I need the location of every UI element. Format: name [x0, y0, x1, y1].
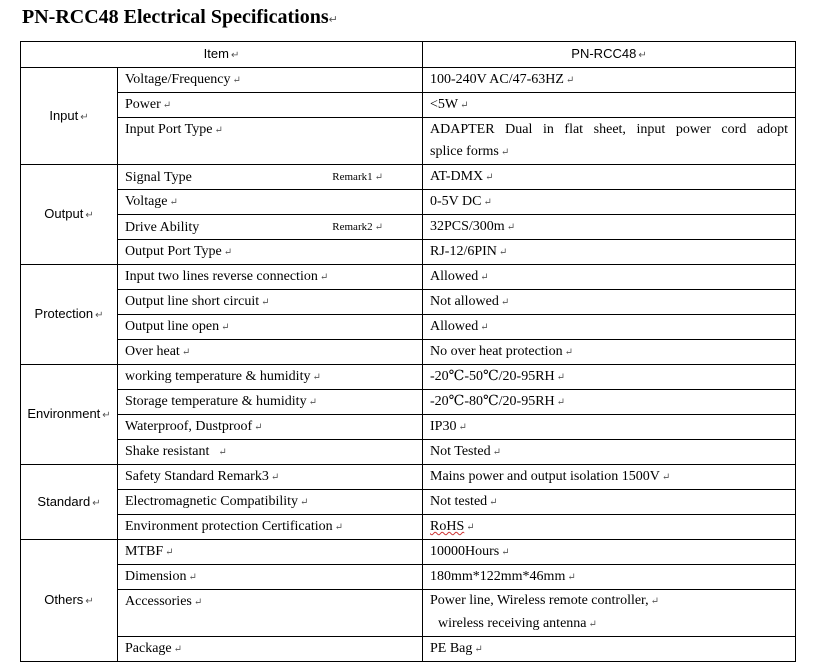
group-standard: Standard ↵ — [21, 465, 118, 540]
item-cell: Electromagnetic Compatibility ↵ — [118, 490, 423, 515]
item-cell: Safety Standard Remark3 ↵ — [118, 465, 423, 490]
item-cell: Output line short circuit ↵ — [118, 290, 423, 315]
item-cell: Input two lines reverse connection ↵ — [118, 265, 423, 290]
table-row — [21, 190, 796, 215]
group-output: Output ↵ — [21, 165, 118, 265]
header-item: Item ↵ — [21, 42, 423, 68]
value-cell: Not Tested ↵ — [423, 440, 796, 465]
table-row — [21, 93, 796, 118]
item-cell: Storage temperature & humidity ↵ — [118, 390, 423, 415]
table-row — [21, 465, 796, 490]
table-row — [21, 490, 796, 515]
group-environment: Environment ↵ — [21, 365, 118, 465]
value-cell: 100-240V AC/47-63HZ ↵ — [423, 68, 796, 93]
item-cell: Output line open ↵ — [118, 315, 423, 340]
table-row — [21, 565, 796, 590]
item-cell: Environment protection Certification ↵ — [118, 515, 423, 540]
group-protection: Protection ↵ — [21, 265, 118, 365]
item-cell: Package ↵ — [118, 637, 423, 662]
item-cell: Drive Ability Remark2 ↵ — [118, 215, 423, 240]
value-cell: Not tested ↵ — [423, 490, 796, 515]
page-title — [22, 6, 338, 29]
item-cell: working temperature & humidity ↵ — [118, 365, 423, 390]
item-cell: Signal Type Remark1 ↵ — [118, 165, 423, 190]
value-cell: Allowed ↵ — [423, 265, 796, 290]
value-cell: 180mm*122mm*46mm ↵ — [423, 565, 796, 590]
table-row — [21, 440, 796, 465]
value-cell: Mains power and output isolation 1500V ↵ — [423, 465, 796, 490]
value-cell: PE Bag ↵ — [423, 637, 796, 662]
header-model: PN-RCC48 ↵ — [423, 42, 796, 68]
value-cell: 0-5V DC ↵ — [423, 190, 796, 215]
value-cell: AT-DMX ↵ — [423, 165, 796, 190]
table-row — [21, 340, 796, 365]
item-cell: Waterproof, Dustproof ↵ — [118, 415, 423, 440]
table-row — [21, 365, 796, 390]
value-cell: <5W ↵ — [423, 93, 796, 118]
table-row — [21, 165, 796, 190]
table-row — [21, 290, 796, 315]
table-row — [21, 118, 796, 165]
item-cell: Voltage/Frequency ↵ — [118, 68, 423, 93]
paragraph-mark-icon: ↵ — [328, 14, 338, 26]
table-row — [21, 515, 796, 540]
table-row — [21, 637, 796, 662]
table-row — [21, 68, 796, 93]
table-row — [21, 540, 796, 565]
item-cell: Input Port Type ↵ — [118, 118, 423, 165]
value-cell: RJ-12/6PIN ↵ — [423, 240, 796, 265]
item-cell: Over heat ↵ — [118, 340, 423, 365]
group-input: Input ↵ — [21, 68, 118, 165]
table-row — [21, 315, 796, 340]
value-cell: -20℃-80℃/20-95RH ↵ — [423, 390, 796, 415]
item-cell: MTBF ↵ — [118, 540, 423, 565]
item-cell: Power ↵ — [118, 93, 423, 118]
value-cell: Not allowed ↵ — [423, 290, 796, 315]
item-cell: Dimension ↵ — [118, 565, 423, 590]
value-cell: Allowed ↵ — [423, 315, 796, 340]
table-row — [21, 415, 796, 440]
table-row — [21, 590, 796, 637]
table-header-row — [21, 42, 796, 68]
value-cell: RoHS ↵ — [423, 515, 796, 540]
value-cell: -20℃-50℃/20-95RH ↵ — [423, 365, 796, 390]
table-row — [21, 390, 796, 415]
item-cell: Voltage ↵ — [118, 190, 423, 215]
value-cell: 10000Hours ↵ — [423, 540, 796, 565]
table-row — [21, 265, 796, 290]
table-row — [21, 215, 796, 240]
value-cell: Power line, Wireless remote controller, ↵ wireless receiving antenna ↵ — [423, 590, 796, 637]
table-row — [21, 240, 796, 265]
item-cell: Accessories ↵ — [118, 590, 423, 637]
value-cell: IP30 ↵ — [423, 415, 796, 440]
specifications-table — [20, 41, 796, 662]
value-cell: No over heat protection ↵ — [423, 340, 796, 365]
title-text: PN-RCC48 Electrical Specifications — [22, 6, 329, 28]
value-cell: 32PCS/300m ↵ — [423, 215, 796, 240]
group-others: Others ↵ — [21, 540, 118, 662]
item-cell: Shake resistant ↵ — [118, 440, 423, 465]
item-cell: Output Port Type ↵ — [118, 240, 423, 265]
value-cell: ADAPTER Dual in flat sheet, input power cord adopt splice forms ↵ — [423, 118, 796, 165]
